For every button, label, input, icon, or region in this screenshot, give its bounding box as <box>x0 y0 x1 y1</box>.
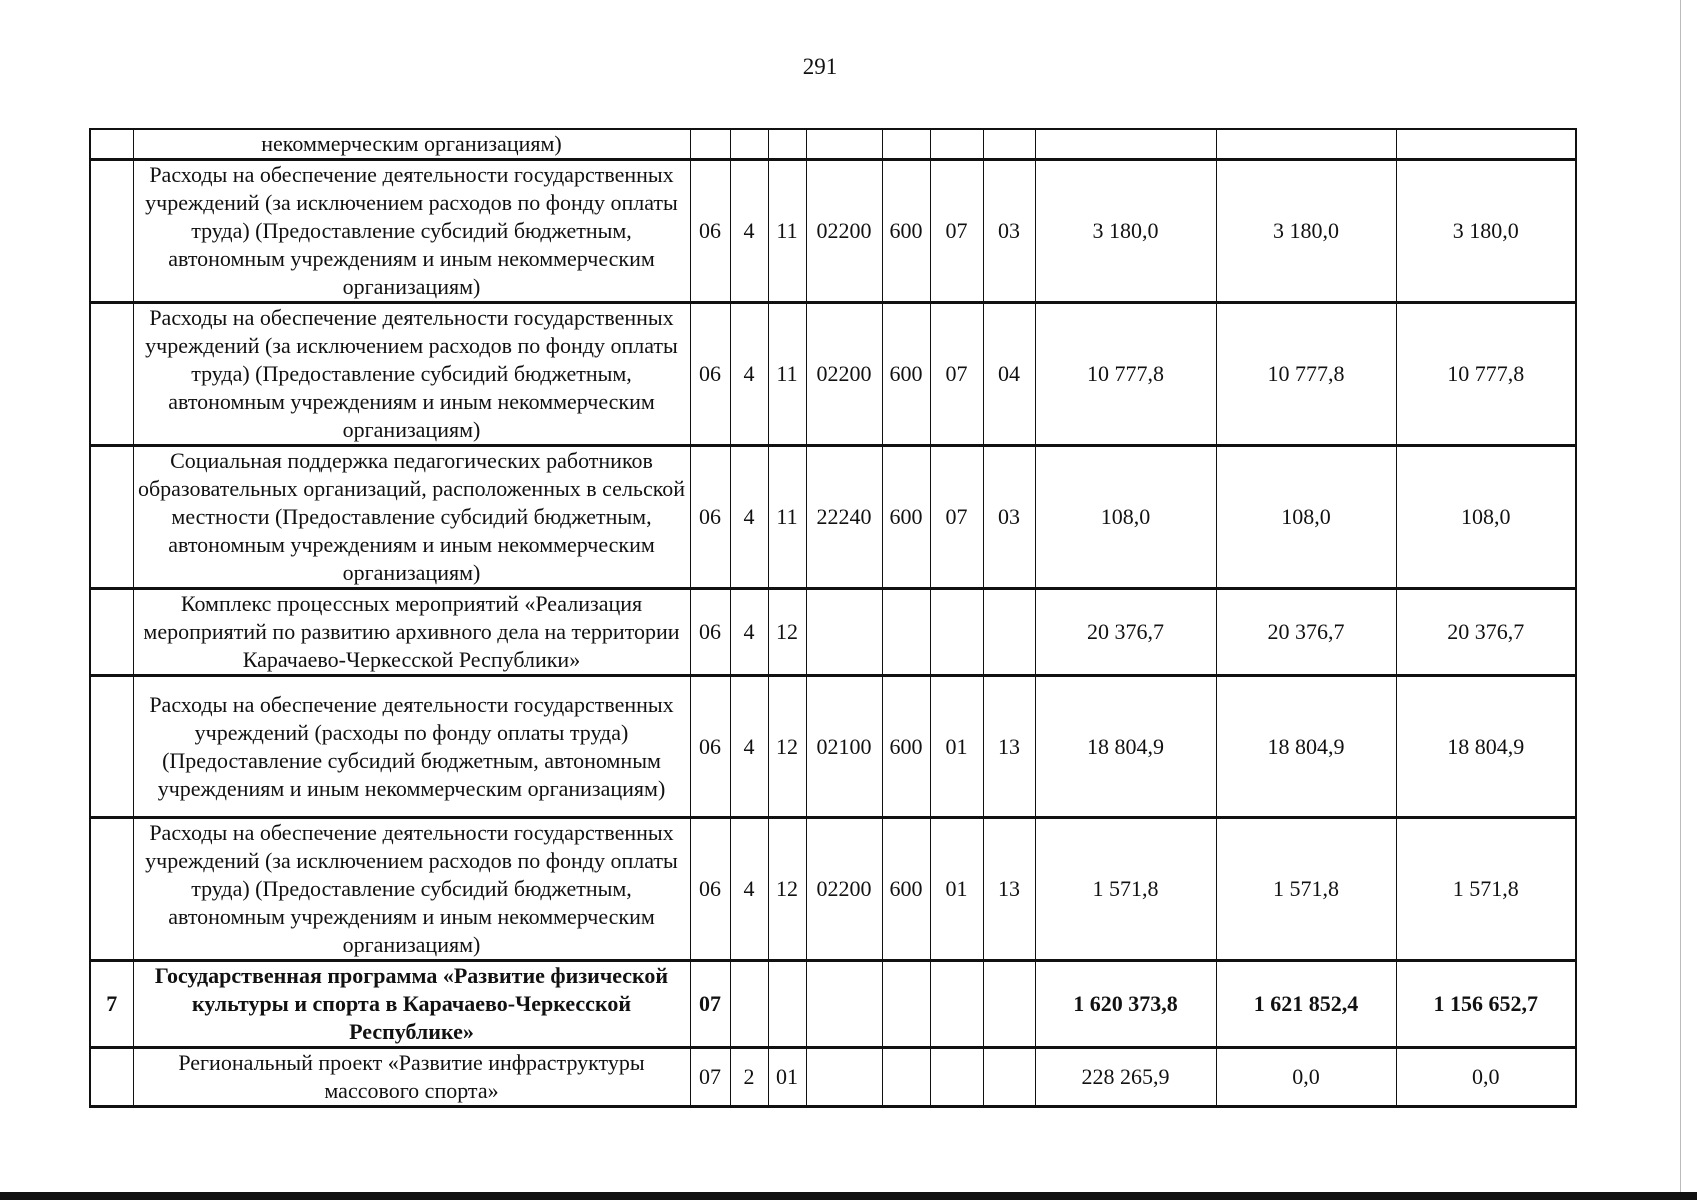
code-rz <box>930 961 983 1048</box>
value-2024: 1 571,8 <box>1035 818 1216 961</box>
page-number: 291 <box>802 54 838 79</box>
code-sub <box>730 961 768 1048</box>
code-vr <box>882 1048 930 1107</box>
code-pr <box>983 961 1035 1048</box>
table-body <box>90 129 1576 1107</box>
code-vr: 600 <box>882 676 930 818</box>
row-name: Расходы на обеспечение деятельности государственных учреждений (расходы по фонду оплаты труда) (Предоставление субсидий бюджетным, автономным учреждениям и иным некоммерческим организациям) <box>133 676 690 818</box>
row-name: Региональный проект «Развитие инфраструктуры массового спорта» <box>133 1048 690 1107</box>
code-struct: 11 <box>768 446 806 589</box>
code-pr: 13 <box>983 818 1035 961</box>
code-struct: 11 <box>768 303 806 446</box>
value-2026 <box>1396 129 1576 160</box>
value-2026: 18 804,9 <box>1396 676 1576 818</box>
value-2025: 20 376,7 <box>1216 589 1396 676</box>
code-gp: 07 <box>690 1048 730 1107</box>
code-rz <box>930 1048 983 1107</box>
budget-table <box>89 128 1577 1108</box>
code-dir <box>806 129 882 160</box>
code-rz <box>930 589 983 676</box>
code-sub: 4 <box>730 589 768 676</box>
code-sub: 4 <box>730 818 768 961</box>
code-sub: 4 <box>730 160 768 303</box>
code-struct: 12 <box>768 589 806 676</box>
code-dir <box>806 1048 882 1107</box>
code-sub: 2 <box>730 1048 768 1107</box>
code-sub: 4 <box>730 446 768 589</box>
code-rz <box>930 129 983 160</box>
value-2025 <box>1216 129 1396 160</box>
code-dir: 02200 <box>806 303 882 446</box>
value-2026: 3 180,0 <box>1396 160 1576 303</box>
code-vr: 600 <box>882 160 930 303</box>
value-2024: 10 777,8 <box>1035 303 1216 446</box>
code-struct: 12 <box>768 676 806 818</box>
code-struct: 01 <box>768 1048 806 1107</box>
row-number <box>90 160 133 303</box>
row-name: Социальная поддержка педагогических работников образовательных организаций, расположенных в сельской местности (Предоставление субсидий бюджетным, автономным учреждениям и иным некоммерческим организациям) <box>133 446 690 589</box>
value-2025: 108,0 <box>1216 446 1396 589</box>
value-2026: 1 156 652,7 <box>1396 961 1576 1048</box>
code-gp: 06 <box>690 818 730 961</box>
row-number <box>90 589 133 676</box>
code-dir: 22240 <box>806 446 882 589</box>
value-2026: 1 571,8 <box>1396 818 1576 961</box>
code-gp: 06 <box>690 160 730 303</box>
value-2025: 0,0 <box>1216 1048 1396 1107</box>
value-2025: 18 804,9 <box>1216 676 1396 818</box>
code-pr: 13 <box>983 676 1035 818</box>
row-name: Расходы на обеспечение деятельности государственных учреждений (за исключением расходов по фонду оплаты труда) (Предоставление субсидий бюджетным, автономным учреждениям и иным некоммерческим организациям) <box>133 303 690 446</box>
row-name: некоммерческим организациям) <box>133 129 690 160</box>
value-2024: 1 620 373,8 <box>1035 961 1216 1048</box>
code-rz: 07 <box>930 446 983 589</box>
row-name: Государственная программа «Развитие физической культуры и спорта в Карачаево-Черкесской Республике» <box>133 961 690 1048</box>
value-2026: 108,0 <box>1396 446 1576 589</box>
table-row <box>90 818 1576 961</box>
code-struct: 12 <box>768 818 806 961</box>
table-row <box>90 446 1576 589</box>
table-row <box>90 303 1576 446</box>
code-dir <box>806 961 882 1048</box>
table-row <box>90 1048 1576 1107</box>
code-gp: 06 <box>690 676 730 818</box>
row-number <box>90 303 133 446</box>
value-2026: 0,0 <box>1396 1048 1576 1107</box>
code-rz: 07 <box>930 160 983 303</box>
code-pr: 03 <box>983 160 1035 303</box>
row-name: Расходы на обеспечение деятельности государственных учреждений (за исключением расходов по фонду оплаты труда) (Предоставление субсидий бюджетным, автономным учреждениям и иным некоммерческим организациям) <box>133 818 690 961</box>
code-rz: 07 <box>930 303 983 446</box>
value-2024: 108,0 <box>1035 446 1216 589</box>
code-rz: 01 <box>930 676 983 818</box>
value-2024: 3 180,0 <box>1035 160 1216 303</box>
code-sub: 4 <box>730 676 768 818</box>
code-pr <box>983 1048 1035 1107</box>
table-row <box>90 676 1576 818</box>
value-2025: 1 571,8 <box>1216 818 1396 961</box>
value-2024: 20 376,7 <box>1035 589 1216 676</box>
code-gp: 06 <box>690 303 730 446</box>
value-2025: 1 621 852,4 <box>1216 961 1396 1048</box>
row-number <box>90 1048 133 1107</box>
code-pr: 04 <box>983 303 1035 446</box>
row-number <box>90 129 133 160</box>
table-row <box>90 129 1576 160</box>
code-pr <box>983 129 1035 160</box>
code-struct: 11 <box>768 160 806 303</box>
code-dir <box>806 589 882 676</box>
row-name: Расходы на обеспечение деятельности государственных учреждений (за исключением расходов по фонду оплаты труда) (Предоставление субсидий бюджетным, автономным учреждениям и иным некоммерческим организациям) <box>133 160 690 303</box>
value-2024: 228 265,9 <box>1035 1048 1216 1107</box>
code-sub <box>730 129 768 160</box>
value-2024: 18 804,9 <box>1035 676 1216 818</box>
row-number <box>90 818 133 961</box>
code-struct <box>768 961 806 1048</box>
value-2026: 20 376,7 <box>1396 589 1576 676</box>
code-gp: 06 <box>690 589 730 676</box>
row-number: 7 <box>90 961 133 1048</box>
value-2026: 10 777,8 <box>1396 303 1576 446</box>
scan-bottom-edge <box>0 1192 1697 1200</box>
code-gp <box>690 129 730 160</box>
code-gp: 07 <box>690 961 730 1048</box>
code-vr <box>882 129 930 160</box>
code-dir: 02100 <box>806 676 882 818</box>
code-sub: 4 <box>730 303 768 446</box>
code-pr <box>983 589 1035 676</box>
code-vr <box>882 961 930 1048</box>
code-rz: 01 <box>930 818 983 961</box>
value-2024 <box>1035 129 1216 160</box>
row-name: Комплекс процессных мероприятий «Реализация мероприятий по развитию архивного дела на территории Карачаево-Черкесской Республики» <box>133 589 690 676</box>
code-dir: 02200 <box>806 818 882 961</box>
scan-edge-line <box>1680 0 1681 1192</box>
code-struct <box>768 129 806 160</box>
code-pr: 03 <box>983 446 1035 589</box>
code-vr: 600 <box>882 303 930 446</box>
code-dir: 02200 <box>806 160 882 303</box>
value-2025: 3 180,0 <box>1216 160 1396 303</box>
code-vr: 600 <box>882 818 930 961</box>
table-row <box>90 589 1576 676</box>
row-number <box>90 446 133 589</box>
table-row <box>90 961 1576 1048</box>
row-number <box>90 676 133 818</box>
value-2025: 10 777,8 <box>1216 303 1396 446</box>
code-vr <box>882 589 930 676</box>
code-vr: 600 <box>882 446 930 589</box>
code-gp: 06 <box>690 446 730 589</box>
table-row <box>90 160 1576 303</box>
